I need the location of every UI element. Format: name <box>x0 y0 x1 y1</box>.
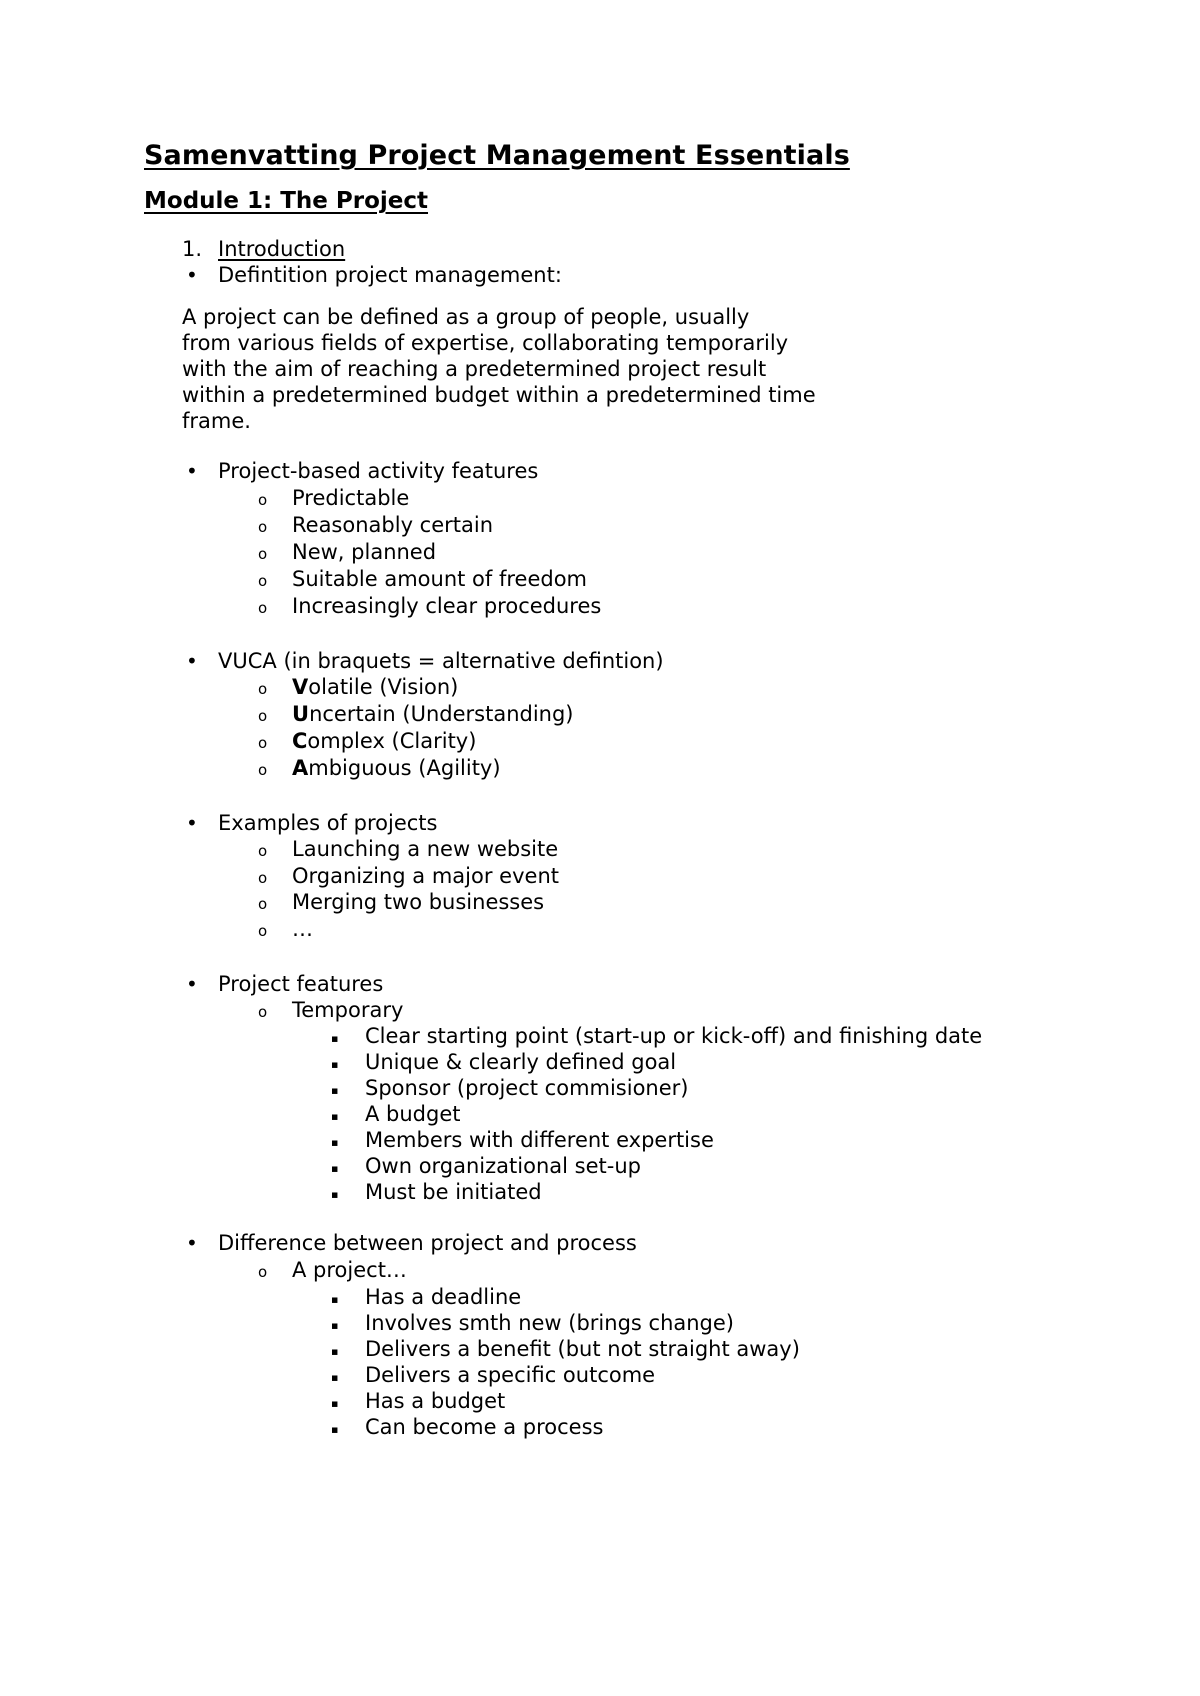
square-marker: ▪ <box>331 1032 339 1045</box>
circle-marker: o <box>258 491 268 509</box>
circle-marker: o <box>258 842 268 860</box>
list-item <box>331 1179 542 1205</box>
list-number: 1. <box>182 237 203 261</box>
document-title: Samenvatting Project Management Essentials <box>144 140 850 171</box>
square-marker: ▪ <box>331 1110 339 1123</box>
list-item <box>258 512 494 538</box>
list-item-text: Suitable amount of freedom <box>292 567 587 591</box>
list-item-label: VUCA (in braquets = alternative defintion) <box>218 649 664 673</box>
vuca-rest: mbiguous (Agility) <box>308 756 501 780</box>
circle-marker: o <box>258 599 268 617</box>
list-item-text: Merging two businesses <box>292 890 545 914</box>
list-item <box>331 1075 689 1101</box>
circle-marker: o <box>258 545 268 563</box>
square-marker: ▪ <box>331 1397 339 1410</box>
bullet-marker: • <box>186 263 198 287</box>
list-item-text: Sponsor (project commisioner) <box>365 1076 689 1100</box>
square-marker: ▪ <box>331 1136 339 1149</box>
list-item <box>258 701 574 727</box>
list-item-label: Project features <box>218 972 384 996</box>
list-item-text: Increasingly clear procedures <box>292 594 602 618</box>
circle-marker: o <box>258 869 268 887</box>
circle-marker: o <box>258 734 268 752</box>
bullet-marker: • <box>186 649 198 673</box>
section-title: Introduction <box>218 237 346 261</box>
list-item <box>331 1388 506 1414</box>
list-item <box>258 1257 407 1283</box>
list-item <box>258 997 404 1023</box>
vuca-rest: omplex (Clarity) <box>307 729 477 753</box>
vuca-rest: olatile (Vision) <box>308 675 459 699</box>
bullet-marker: • <box>186 1231 198 1255</box>
square-marker: ▪ <box>331 1319 339 1332</box>
circle-marker: o <box>258 707 268 725</box>
list-item-text: Unique & clearly defined goal <box>365 1050 677 1074</box>
circle-marker: o <box>258 1003 268 1021</box>
list-item <box>258 485 410 511</box>
list-item-text: Organizing a major event <box>292 864 559 888</box>
vuca-initial: C <box>292 729 308 753</box>
list-item-label: Difference between project and process <box>218 1231 637 1255</box>
list-item-text: New, planned <box>292 540 437 564</box>
list-item-text: Temporary <box>292 998 404 1022</box>
list-item <box>331 1023 983 1049</box>
list-item <box>258 863 559 889</box>
circle-marker: o <box>258 572 268 590</box>
definition-paragraph: A project can be defined as a group of people, usually from various fields of expertise, collaborating temporarily with the aim of reaching a predetermined project result within a predetermined budget within a predetermined time frame. <box>182 305 816 433</box>
circle-marker: o <box>258 518 268 536</box>
list-item-text: Delivers a specific outcome <box>365 1363 656 1387</box>
vuca-rest: ncertain (Understanding) <box>309 702 574 726</box>
list-item-text: Has a deadline <box>365 1285 522 1309</box>
square-marker: ▪ <box>331 1058 339 1071</box>
list-item <box>258 674 459 700</box>
list-item-text: Has a budget <box>365 1389 506 1413</box>
square-marker: ▪ <box>331 1345 339 1358</box>
list-item-text: Launching a new website <box>292 837 559 861</box>
circle-marker: o <box>258 680 268 698</box>
square-marker: ▪ <box>331 1162 339 1175</box>
module-heading: Module 1: The Project <box>144 188 429 214</box>
square-marker: ▪ <box>331 1188 339 1201</box>
bullet-item-difference <box>186 1230 637 1256</box>
list-item-text: A budget <box>365 1102 461 1126</box>
list-item-text: Members with different expertise <box>365 1128 714 1152</box>
bullet-marker: • <box>186 811 198 835</box>
definition-label: Defintition project management: <box>218 263 562 287</box>
list-item <box>331 1101 461 1127</box>
numbered-item-introduction <box>182 236 346 262</box>
list-item-text: Own organizational set-up <box>365 1154 641 1178</box>
bullet-item-vuca <box>186 648 664 674</box>
circle-marker: o <box>258 895 268 913</box>
list-item <box>258 889 545 915</box>
list-item-text: … <box>292 917 313 941</box>
list-item-label: Project-based activity features <box>218 459 539 483</box>
list-item <box>258 755 501 781</box>
list-item <box>331 1153 641 1179</box>
list-item <box>258 836 559 862</box>
list-item <box>331 1336 800 1362</box>
list-item <box>331 1127 714 1153</box>
list-item <box>258 566 587 592</box>
bullet-item-project-features <box>186 971 384 997</box>
square-marker: ▪ <box>331 1423 339 1436</box>
list-item <box>331 1284 522 1310</box>
bullet-item-activity-features <box>186 458 539 484</box>
list-item-text: Reasonably certain <box>292 513 494 537</box>
square-marker: ▪ <box>331 1084 339 1097</box>
list-item-text: Clear starting point (start-up or kick-off) and finishing date <box>365 1024 983 1048</box>
list-item-label: Examples of projects <box>218 811 438 835</box>
list-item <box>331 1414 604 1440</box>
list-item <box>331 1362 656 1388</box>
list-item <box>258 539 437 565</box>
vuca-initial: V <box>292 675 309 699</box>
bullet-marker: • <box>186 972 198 996</box>
list-item-text: A project… <box>292 1258 407 1282</box>
bullet-marker: • <box>186 459 198 483</box>
square-marker: ▪ <box>331 1371 339 1384</box>
list-item-text: Can become a process <box>365 1415 604 1439</box>
list-item <box>331 1310 734 1336</box>
circle-marker: o <box>258 1263 268 1281</box>
list-item <box>258 916 313 942</box>
square-marker: ▪ <box>331 1293 339 1306</box>
list-item-text: Predictable <box>292 486 410 510</box>
bullet-item-examples <box>186 810 438 836</box>
bullet-item-definition <box>186 262 562 288</box>
vuca-initial: U <box>292 702 310 726</box>
list-item-text: Delivers a benefit (but not straight away) <box>365 1337 800 1361</box>
list-item <box>258 593 602 619</box>
list-item-text: Must be initiated <box>365 1180 542 1204</box>
list-item <box>258 728 477 754</box>
vuca-initial: A <box>292 756 309 780</box>
list-item <box>331 1049 677 1075</box>
circle-marker: o <box>258 761 268 779</box>
list-item-text: Involves smth new (brings change) <box>365 1311 734 1335</box>
circle-marker: o <box>258 922 268 940</box>
